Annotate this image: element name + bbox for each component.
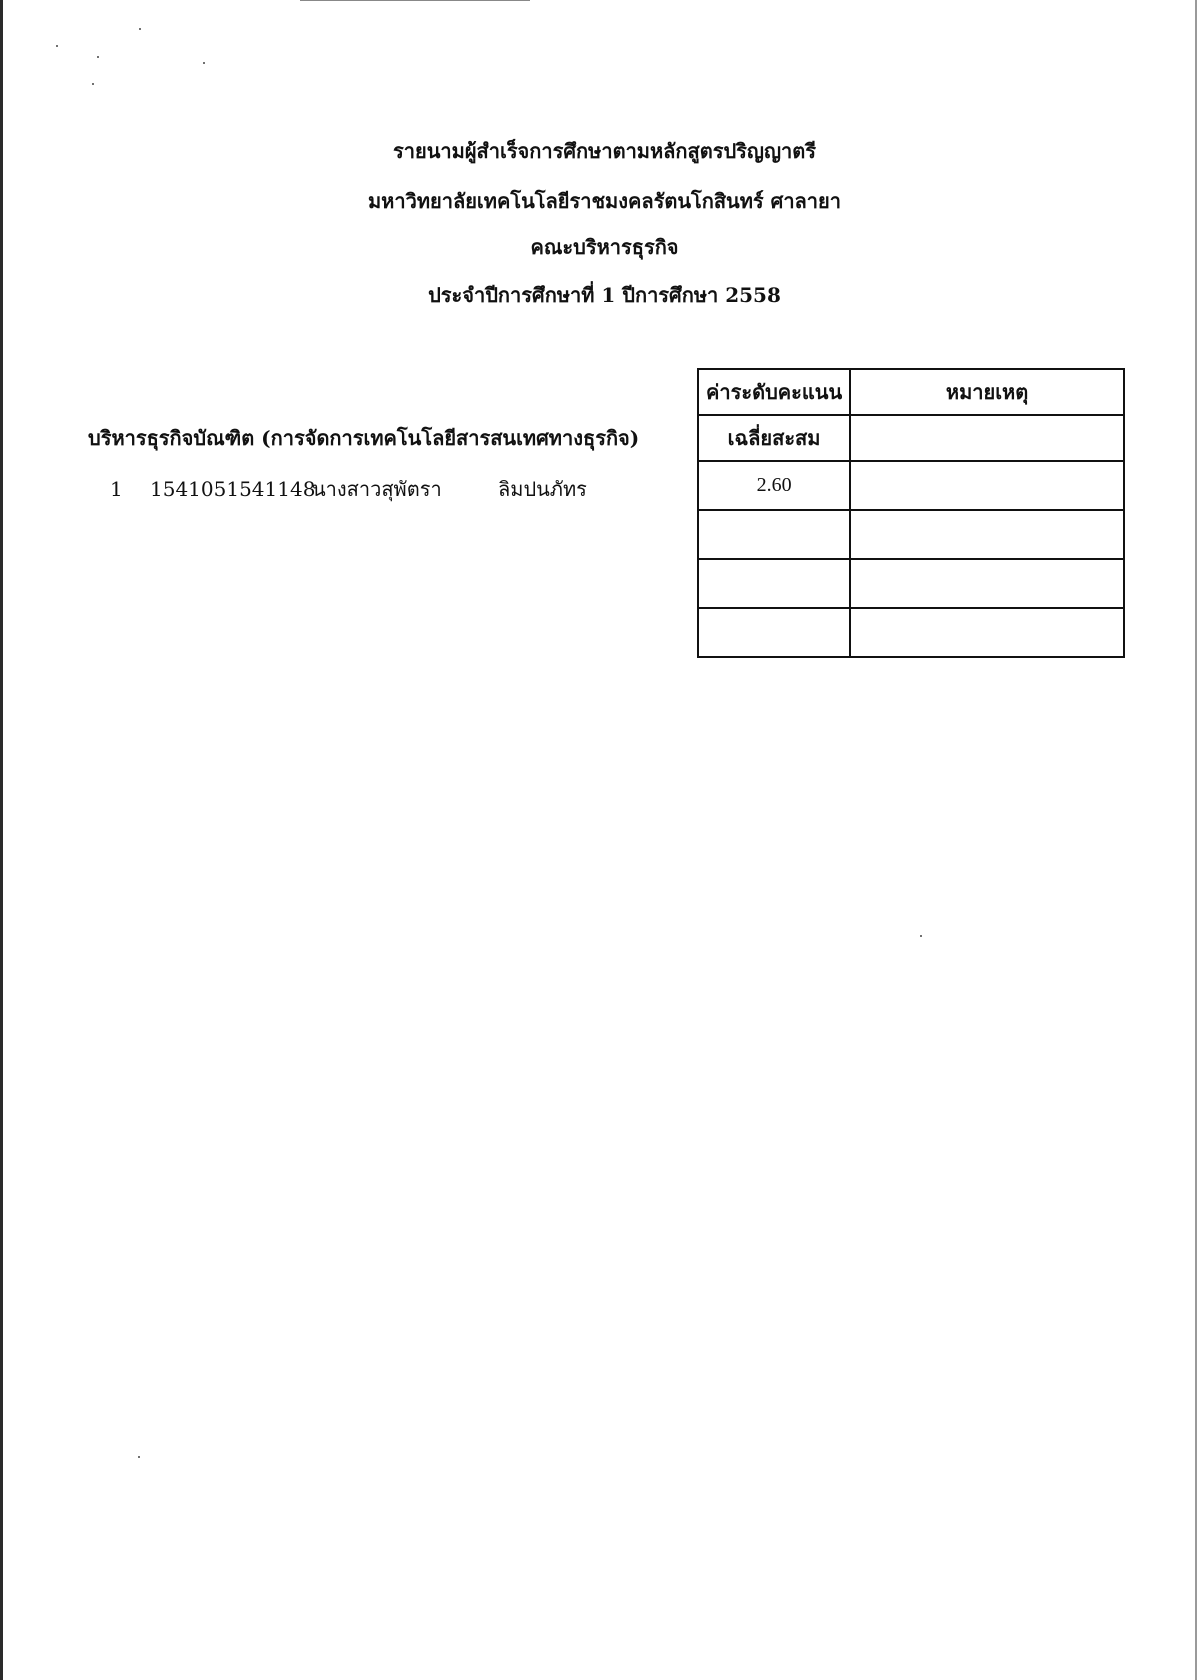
scan-speck	[92, 83, 94, 85]
report-title: รายนามผู้สำเร็จการศึกษาตามหลักสูตรปริญญาตรี	[393, 139, 816, 163]
remarks-header: หมายเหตุ	[850, 369, 1124, 415]
graduate-number: 1	[110, 477, 123, 501]
table-row	[698, 608, 1124, 657]
scan-speck	[97, 56, 99, 58]
note-cell	[850, 608, 1124, 657]
academic-term: ประจำปีการศึกษาที่ 1 ปีการศึกษา 2558	[428, 283, 781, 307]
gpa-cell	[698, 608, 850, 657]
table-header-row	[698, 369, 1124, 415]
gpa-cell	[698, 559, 850, 608]
gpa-cell: 2.60	[698, 461, 850, 510]
faculty-name: คณะบริหารธุรกิจ	[530, 235, 679, 259]
gpa-header: ค่าระดับคะแนน	[698, 369, 850, 415]
scan-edge	[300, 0, 530, 1]
scan-speck	[203, 62, 205, 64]
table-row	[698, 461, 1124, 510]
university-name: มหาวิทยาลัยเทคโนโลยีราชมงคลรัตนโกสินทร์ ศาลายา	[368, 189, 841, 213]
note-cell	[850, 510, 1124, 559]
graduate-last-name: ลิมปนภัทร	[498, 477, 587, 501]
scan-speck	[56, 45, 58, 47]
table-row	[698, 559, 1124, 608]
graduate-first-name: นางสาวสุพัตรา	[312, 477, 442, 501]
scan-speck	[920, 935, 922, 937]
student-id: 1541051541148	[150, 477, 316, 501]
remarks-subheader	[850, 415, 1124, 461]
grade-table	[697, 368, 1125, 658]
note-cell	[850, 559, 1124, 608]
table-row	[698, 510, 1124, 559]
program-name: บริหารธุรกิจบัณฑิต (การจัดการเทคโนโลยีสารสนเทศทางธุรกิจ)	[88, 426, 640, 450]
gpa-cell	[698, 510, 850, 559]
gpa-subheader: เฉลี่ยสะสม	[698, 415, 850, 461]
table-header-row	[698, 415, 1124, 461]
note-cell	[850, 461, 1124, 510]
scan-speck	[139, 28, 141, 30]
scan-speck	[138, 1456, 140, 1458]
